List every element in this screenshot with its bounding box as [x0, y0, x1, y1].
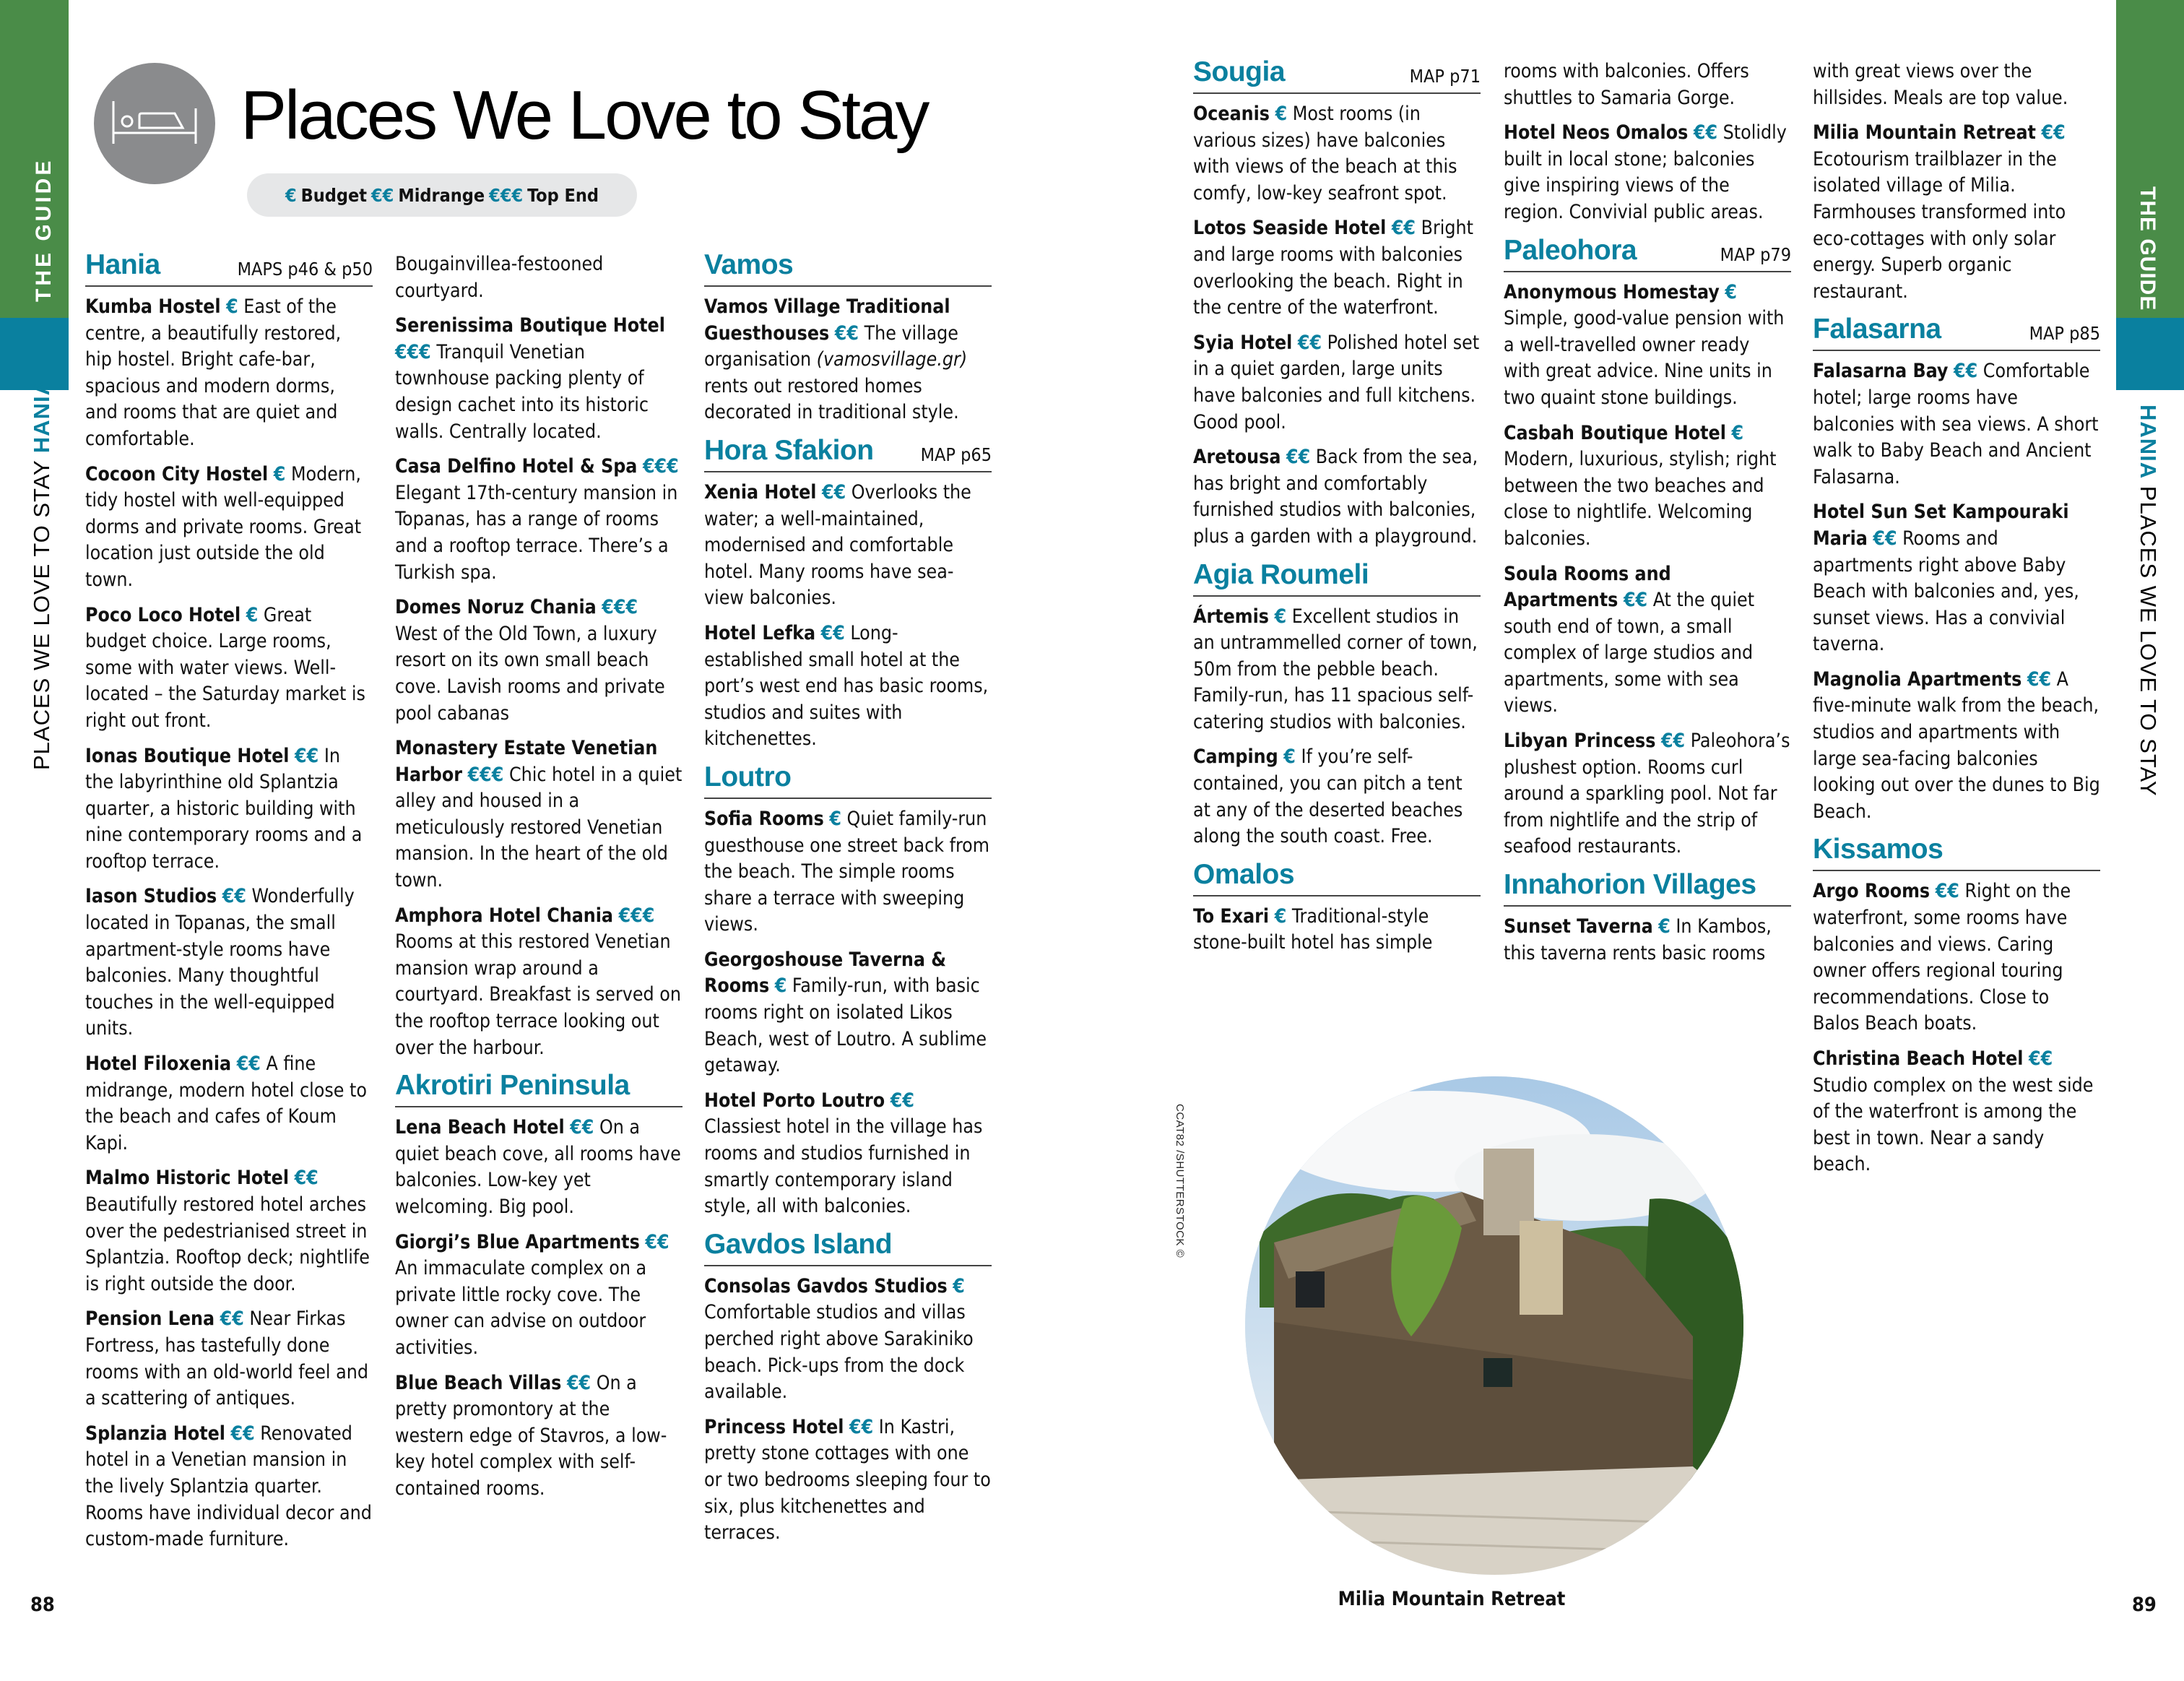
price-badge: €€€	[618, 904, 655, 927]
price-badge: €	[1274, 605, 1287, 628]
column-2	[395, 251, 682, 1511]
list-item	[704, 1274, 992, 1406]
legend-midrange-label: Midrange	[398, 184, 485, 206]
section-title: Innahorion Villages	[1504, 869, 1756, 901]
price-badge: €	[829, 807, 841, 830]
price-badge: €	[226, 295, 238, 318]
list-item	[395, 1230, 682, 1362]
entry-text: An immaculate complex on a private little rocky cove. The owner can advise on outdoor activities.	[395, 1257, 647, 1359]
entry-name: Blue Beach Villas	[395, 1371, 562, 1394]
entry-text: Paleohora’s plushest option. Rooms curl around a sparkling pool. Not far from nightlife and the strip of seafood restaurants.	[1504, 730, 1790, 858]
price-badge: €€	[1873, 527, 1897, 550]
list-item	[1193, 330, 1481, 436]
entry-name: Magnolia Apartments	[1813, 667, 2022, 691]
price-badge: €€€	[602, 596, 638, 619]
section-title: Omalos	[1193, 858, 1295, 890]
entry-text: Comfortable studios and villas perched right above Sarakiniko beach. Pick-ups from the dock available.	[704, 1301, 974, 1404]
entry-name: Soula Rooms and Apartments	[1504, 562, 1671, 612]
price-badge: €€	[1286, 446, 1311, 469]
entry-text: On a quiet beach cove, all rooms have balconies. Low-key yet welcoming. Big pool.	[395, 1116, 681, 1218]
price-badge: €€	[294, 1167, 318, 1190]
legend-midrange-symbol: €€	[371, 184, 394, 206]
entry-name: Camping	[1193, 746, 1278, 769]
entry-name: Hotel Neos Omalos	[1504, 121, 1689, 144]
entry-text: Bougainvillea-festooned courtyard.	[395, 253, 604, 302]
price-badge: €	[953, 1274, 965, 1297]
entry-text: Family-run, with basic rooms right on isolated Likos Beach, west of Loutro. A sublime getaway.	[704, 975, 987, 1077]
list-item	[1813, 358, 2100, 491]
section-title: Agia Roumeli	[1193, 558, 1369, 590]
entry-text: Comfortable hotel; large rooms have balconies with sea views. A short walk to Baby Beach and Ancient Falasarna.	[1813, 360, 2099, 488]
price-badge: €€€	[467, 763, 504, 786]
list-item	[395, 735, 682, 894]
list-item	[85, 883, 373, 1042]
page-title: Places We Love to Stay	[240, 77, 928, 154]
price-badge: €€	[820, 621, 845, 644]
entry-name: Monastery Estate Venetian Harbor	[395, 737, 658, 786]
list-item	[395, 313, 682, 445]
section-header-akrotiri	[395, 1070, 682, 1107]
entry-name: Hotel Sun Set Kampouraki Maria	[1813, 501, 2069, 550]
map-reference: MAP p65	[920, 444, 992, 465]
price-badge: €€	[1297, 331, 1322, 354]
photo-milia-mountain-retreat	[1245, 1076, 1743, 1575]
entry-text: Studio complex on the west side of the waterfront is among the best in town. Near a sandy beach.	[1813, 1073, 2094, 1176]
list-item	[395, 903, 682, 1062]
entry-name: Christina Beach Hotel	[1813, 1047, 2024, 1070]
price-badge: €€	[295, 744, 319, 767]
entry-text: Modern, tidy hostel with well-equipped dorms and private rooms. Great location just outside the old town.	[85, 462, 362, 591]
right-tab-section	[2116, 318, 2184, 390]
entry-name: Consolas Gavdos Studios	[704, 1274, 948, 1297]
section-title: Hora Sfakion	[704, 434, 874, 466]
price-badge: €€	[236, 1053, 261, 1076]
list-item	[1193, 444, 1481, 550]
legend-topend-label: Top End	[527, 184, 599, 206]
entry-text: Renovated hotel in a Venetian mansion in the lively Splantzia quarter. Rooms have individual decor and custom-made furniture.	[85, 1422, 372, 1551]
entry-text: Tranquil Venetian townhouse packing plenty of design cachet into its historic walls. Centrally located.	[395, 340, 649, 443]
section-header-vamos	[704, 249, 992, 287]
legend-budget-symbol: €	[285, 184, 297, 206]
price-badge: €€	[1954, 360, 1978, 383]
right-tab-guide-label: THE GUIDE	[2136, 186, 2159, 311]
entry-name: Splanzia Hotel	[85, 1422, 225, 1445]
price-badge: €€	[2027, 667, 2052, 691]
entry-name: Hotel Lefka	[704, 621, 816, 644]
entry-name: Syia Hotel	[1193, 331, 1293, 354]
section-header-hora-sfakion	[704, 435, 992, 472]
column-4	[1193, 56, 1481, 965]
list-item	[85, 1421, 373, 1553]
section-header-loutro	[704, 761, 992, 799]
entry-text: Back from the sea, has bright and comfortably furnished studios with balconies, plus a garden with a playground.	[1193, 446, 1478, 548]
entry-name: Xenia Hotel	[704, 480, 817, 504]
entry-text: Rooms at this restored Venetian mansion wrap around a courtyard. Breakfast is served on the rooftop terrace looking out over the harbour.	[395, 930, 681, 1059]
page-number-right: 89	[2132, 1594, 2157, 1616]
price-badge: €€	[230, 1422, 255, 1445]
entry-name: Serenissima Boutique Hotel	[395, 314, 665, 337]
entry-name: Poco Loco Hotel	[85, 603, 241, 626]
list-item-continued	[395, 251, 682, 304]
section-header-falasarna	[1813, 314, 2100, 351]
price-badge: €€	[834, 321, 859, 345]
list-item	[704, 621, 992, 753]
page-number-left: 88	[30, 1594, 55, 1616]
price-badge: €€	[220, 1308, 244, 1331]
section-title: Vamos	[704, 249, 794, 280]
entry-name: Vamos Village Traditional Guesthouses	[704, 295, 950, 345]
price-legend	[247, 173, 637, 217]
column-3	[704, 249, 992, 1555]
list-item	[1813, 499, 2100, 658]
photo-caption: Milia Mountain Retreat	[1338, 1588, 1566, 1610]
legend-budget-label: Budget	[300, 184, 368, 206]
price-badge: €€	[1935, 880, 1959, 903]
list-item	[1193, 101, 1481, 207]
entry-text: Right on the waterfront, some rooms have balconies and views. Caring owner offers regional touring recommendations. Close to Balos Beach boats.	[1813, 880, 2071, 1035]
map-reference: MAP p79	[1720, 243, 1791, 265]
map-reference: MAPS p46 & p50	[237, 259, 373, 280]
list-item	[1504, 728, 1791, 860]
entry-text: If you’re self-contained, you can pitch a tent at any of the deserted beaches along the south coast. Free.	[1193, 746, 1463, 848]
price-badge: €€€	[395, 340, 431, 363]
map-reference: MAP p71	[1409, 66, 1481, 87]
entry-name: To Exari	[1193, 904, 1270, 928]
entry-name: Libyan Princess	[1504, 730, 1656, 753]
entry-text: In Kambos, this taverna rents basic rooms	[1504, 915, 1772, 964]
entry-text: rents out restored homes decorated in traditional style.	[704, 374, 959, 424]
entry-text: In Kastri, pretty stone cottages with one or two bedrooms sleeping four to six, plus kitchenettes and terraces.	[704, 1415, 991, 1544]
price-badge: €€	[570, 1116, 594, 1139]
list-item	[704, 806, 992, 938]
section-header-kissamos	[1813, 834, 2100, 871]
price-badge: €	[1275, 103, 1288, 125]
entry-name: Amphora Hotel Chania	[395, 904, 614, 927]
price-badge: €	[1283, 746, 1296, 769]
right-running-head-places: PLACES WE LOVE TO STAY	[2136, 485, 2161, 797]
list-item	[1504, 561, 1791, 720]
section-title: Kissamos	[1813, 834, 1944, 865]
entry-text: with great views over the hillsides. Meals are top value.	[1813, 60, 2068, 109]
price-badge: €€	[1660, 730, 1686, 753]
entry-text: A five-minute walk from the beach, studios and apartments with large sea-facing balconies looking out over the dunes to Big Beach.	[1813, 667, 2100, 823]
entry-name: Anonymous Homestay	[1504, 280, 1720, 303]
right-tab-running-head	[2135, 405, 2161, 797]
price-badge: €	[1731, 421, 1744, 444]
entry-name: Casbah Boutique Hotel	[1504, 421, 1726, 444]
entry-name: Lotos Seaside Hotel	[1193, 217, 1387, 240]
entry-name: Princess Hotel	[704, 1415, 844, 1438]
column-5	[1504, 59, 1791, 975]
price-badge: €€	[1693, 121, 1718, 144]
entry-name: Kumba Hostel	[85, 295, 221, 318]
section-title: Loutro	[704, 761, 792, 792]
list-item	[85, 1165, 373, 1297]
list-item	[1193, 215, 1481, 321]
list-item	[1193, 604, 1481, 736]
price-badge: €€	[849, 1415, 874, 1438]
section-header-agia-roumeli	[1193, 559, 1481, 597]
price-badge: €€	[2041, 121, 2066, 144]
photo-credit: CCAT82 /SHUTTERSTOCK ©	[1174, 1104, 1186, 1258]
entry-text: Chic hotel in a quiet alley and housed in a meticulously restored Venetian mansion. In the heart of the old town.	[395, 763, 682, 892]
list-item	[704, 1414, 992, 1547]
list-item	[395, 1370, 682, 1503]
entry-name: Aretousa	[1193, 446, 1281, 469]
entry-text: East of the centre, a beautifully restored, hip hostel. Bright cafe-bar, spacious and modern dorms, and rooms that are quiet and comfortable.	[85, 295, 342, 450]
left-running-head-region: HANIA	[29, 379, 54, 454]
entry-name: Argo Rooms	[1813, 880, 1930, 903]
entry-name: Ionas Boutique Hotel	[85, 744, 290, 767]
entry-text: Classiest hotel in the village has rooms and studios furnished in smartly contemporary island style, all with balconies.	[704, 1115, 983, 1218]
section-title: Hania	[85, 249, 160, 280]
entry-name: Hotel Filoxenia	[85, 1053, 232, 1076]
list-item	[1813, 1046, 2100, 1178]
price-badge: €	[246, 603, 259, 626]
section-header-paleohora	[1504, 235, 1791, 272]
entry-text: rooms with balconies. Offers shuttles to Samaria Gorge.	[1504, 60, 1749, 109]
section-header-sougia	[1193, 56, 1481, 94]
entry-text: Near Firkas Fortress, has tastefully done rooms with an old-world feel and a scattering of antiques.	[85, 1308, 368, 1410]
left-tab-running-head	[29, 379, 55, 770]
entry-name: Cocoon City Hostel	[85, 462, 269, 485]
list-item	[395, 595, 682, 727]
entry-text: A fine midrange, modern hotel close to the beach and cafes of Koum Kapi.	[85, 1053, 367, 1154]
entry-text: Wonderfully located in Topanas, the small apartment-style rooms have balconies. Many thoughtful touches in the well-equipped units.	[85, 885, 355, 1040]
entry-text: At the quiet south end of town, a small complex of large studios and apartments, some with sea views.	[1504, 589, 1755, 717]
entry-text: Quiet family-run guesthouse one street back from the beach. The simple rooms share a terrace with sweeping views.	[704, 807, 989, 936]
entry-text: Simple, good-value pension with a well-travelled owner ready with great advice. Nine units in two quaint stone buildings.	[1504, 307, 1785, 409]
list-item	[1193, 744, 1481, 850]
price-badge: €€	[1391, 217, 1416, 240]
price-badge: €€	[222, 885, 246, 908]
entry-text: Ecotourism trailblazer in the isolated village of Milia. Farmhouses transformed into eco-cottages with only solar energy. Superb organic restaurant.	[1813, 147, 2066, 303]
entry-text: Great budget choice. Large rooms, some with water views. Well-located – the Saturday market is right out front.	[85, 603, 365, 732]
column-6	[1813, 59, 2100, 1187]
entry-text: Stolidly built in local stone; balconies give inspiring views of the region. Convivial public areas.	[1504, 121, 1787, 223]
entry-text: Most rooms (in various sizes) have balconies with views of the beach at this comfy, low-key seafront spot.	[1193, 103, 1457, 204]
section-title: Akrotiri Peninsula	[395, 1070, 630, 1102]
price-badge: €€	[566, 1371, 592, 1394]
section-title: Gavdos Island	[704, 1228, 893, 1260]
list-item	[1504, 914, 1791, 967]
entry-text: Polished hotel set in a quiet garden, large units have balconies and full kitchens. Good pool.	[1193, 331, 1480, 433]
list-item	[1504, 120, 1791, 225]
list-item	[85, 1051, 373, 1157]
entry-text: On a pretty promontory at the western edge of Stavros, a low-key hotel complex with self-contained rooms.	[395, 1371, 667, 1500]
price-badge: €	[774, 975, 787, 998]
entry-text: Elegant 17th-century mansion in Topanas, has a range of rooms and a rooftop terrace. There’s a Turkish spa.	[395, 481, 678, 584]
list-item	[1813, 878, 2100, 1037]
entry-text: Excellent studios in an untrammelled corner of town, 50m from the pebble beach. Family-run, has 11 spacious self-catering studios with balconies.	[1193, 605, 1478, 733]
list-item	[85, 602, 373, 735]
entry-website[interactable]: (vamosvillage.gr)	[816, 348, 968, 371]
price-badge: €	[1658, 915, 1670, 938]
entry-name: Oceanis	[1193, 103, 1270, 125]
entry-text: Bright and large rooms with balconies overlooking the beach. Right in the centre of the waterfront.	[1193, 217, 1473, 319]
left-tab-guide-label: THE GUIDE	[32, 157, 56, 302]
entry-name: Sofia Rooms	[704, 807, 824, 830]
price-badge: €	[1274, 904, 1287, 928]
list-item	[85, 294, 373, 453]
entry-text: Long-established small hotel at the port’s west end has basic rooms, studios and suites with kitchenettes.	[704, 621, 989, 751]
entry-text: West of the Old Town, a luxury resort on its own small beach cove. Lavish rooms and private pool cabanas	[395, 622, 665, 725]
list-item	[1504, 280, 1791, 412]
list-item	[85, 1306, 373, 1412]
section-header-omalos	[1193, 859, 1481, 896]
price-badge: €€€	[642, 455, 679, 478]
map-reference: MAP p85	[2029, 323, 2100, 345]
price-badge: €€	[645, 1230, 670, 1253]
section-title: Paleohora	[1504, 234, 1637, 266]
entry-name: Hotel Porto Loutro	[704, 1089, 885, 1112]
right-running-head-region: HANIA	[2136, 405, 2161, 480]
price-badge: €€	[1623, 589, 1648, 612]
list-item	[1504, 420, 1791, 553]
section-title: Falasarna	[1813, 314, 1941, 345]
entry-name: Malmo Historic Hotel	[85, 1167, 290, 1190]
entry-name: Milia Mountain Retreat	[1813, 121, 2036, 144]
section-header-innahorion	[1504, 869, 1791, 907]
section-header-gavdos	[704, 1229, 992, 1266]
price-badge: €€	[822, 480, 846, 504]
list-item	[1193, 904, 1481, 956]
list-item	[85, 462, 373, 594]
list-item-continued	[1813, 59, 2100, 111]
entry-text: Overlooks the water; a well-maintained, modernised and comfortable hotel. Many rooms have sea-view balconies.	[704, 480, 971, 610]
list-item	[704, 294, 992, 426]
entry-name: Sunset Taverna	[1504, 915, 1653, 938]
price-badge: €€	[890, 1089, 914, 1112]
list-item	[395, 454, 682, 586]
entry-text: Beautifully restored hotel arches over the pedestrianised street in Splantzia. Rooftop deck; nightlife is right outside the door.	[85, 1193, 370, 1295]
column-1	[85, 249, 373, 1562]
list-item	[1813, 667, 2100, 826]
entry-name: Georgoshouse Taverna & Rooms	[704, 948, 947, 998]
entry-name: Giorgi’s Blue Apartments	[395, 1230, 640, 1253]
entry-name: Ártemis	[1193, 605, 1269, 628]
section-header-hania	[85, 249, 373, 287]
price-badge: €€	[2029, 1047, 2053, 1070]
list-item	[704, 480, 992, 612]
entry-text: Rooms and apartments right above Baby Beach with balconies and, yes, sunset views. Has a convivial taverna.	[1813, 527, 2079, 656]
left-running-head-places: PLACES WE LOVE TO STAY	[29, 459, 54, 770]
legend-topend-symbol: €€€	[489, 184, 524, 206]
entry-text: In the labyrinthine old Splantzia quarter, a historic building with nine contemporary rooms and a rooftop terrace.	[85, 744, 363, 873]
list-item-continued	[1504, 59, 1791, 111]
list-item	[85, 743, 373, 876]
entry-text: The village organisation	[704, 321, 958, 371]
entry-name: Iason Studios	[85, 885, 217, 908]
list-item	[395, 1115, 682, 1220]
section-title: Sougia	[1193, 56, 1286, 87]
entry-name: Falasarna Bay	[1813, 360, 1949, 383]
entry-name: Pension Lena	[85, 1308, 215, 1331]
list-item	[704, 1088, 992, 1220]
entry-name: Casa Delfino Hotel & Spa	[395, 455, 638, 478]
entry-name: Lena Beach Hotel	[395, 1116, 565, 1139]
price-badge: €	[1725, 280, 1737, 303]
entry-text: Traditional-style stone-built hotel has simple	[1193, 904, 1433, 954]
list-item	[704, 947, 992, 1079]
entry-text: Modern, luxurious, stylish; right between the two beaches and close to nightlife. Welcoming balconies.	[1504, 448, 1777, 550]
entry-name: Domes Noruz Chania	[395, 596, 597, 619]
price-badge: €	[273, 462, 286, 485]
bed-icon	[94, 63, 215, 184]
list-item	[1813, 120, 2100, 305]
